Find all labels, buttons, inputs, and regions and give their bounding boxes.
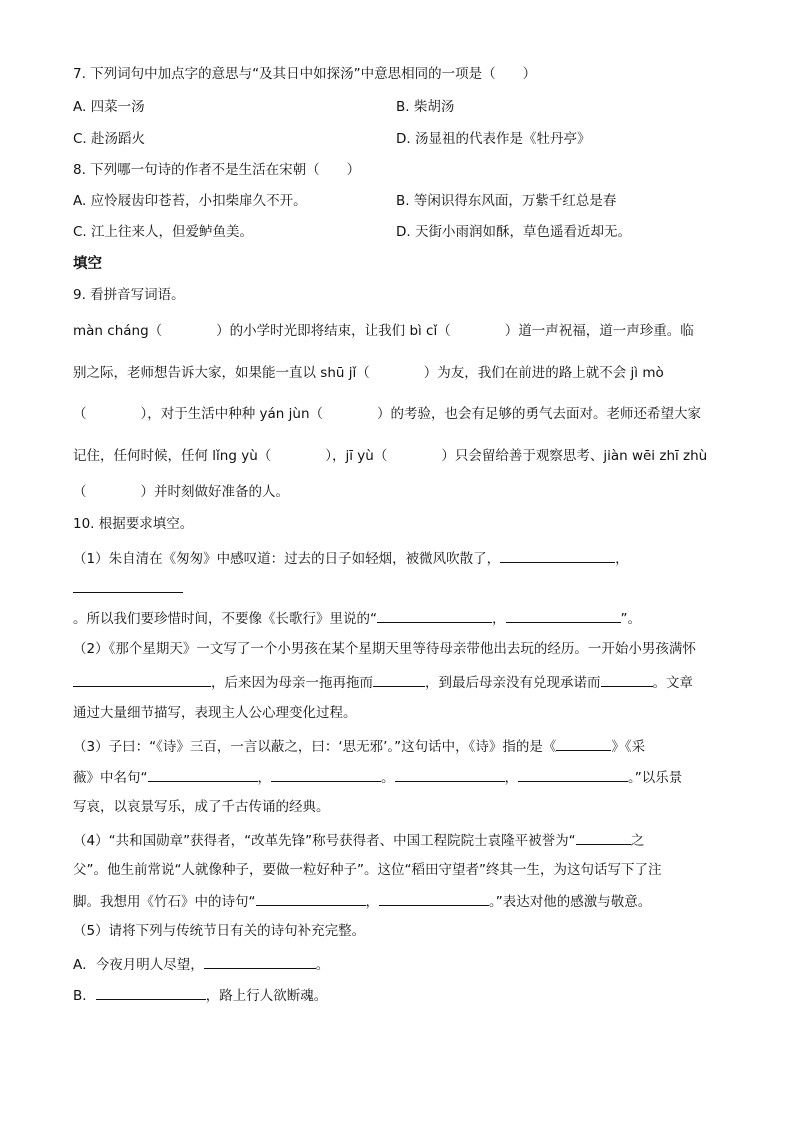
q8-option-b: B. 等闲识得东风面，万紫千红总是春 [396,193,617,209]
q8-stem: 8. 下列哪一句诗的作者不是生活在宋朝（ ） [73,162,361,178]
q7-option-b: B. 柴胡汤 [396,99,455,115]
q10-2-text-c: ，到最后母亲没有兑现承诺而 [425,675,601,691]
q10-4-comma: ， [365,894,379,910]
q10-1-line-1 [73,547,629,569]
q10-5-item-b-label: B． [73,988,96,1004]
q10-3-line-1 [73,735,645,757]
q8-option-d: D. 天街小雨润如酥，草色遥看近却无。 [396,224,631,240]
q10-3-text-b: 》《采 [611,739,646,755]
q10-stem: 10. 根据要求填空。 [73,516,194,532]
answer-blank[interactable] [518,766,628,782]
q10-1-comma-2: ， [492,611,506,627]
q9-line-5: （ ）并时刻做好准备的人。 [73,484,289,500]
q10-3-text-g: 。”以乐景 [628,770,683,786]
q10-4-text-d: 脚。我想用《竹石》中的诗句“ [73,894,256,910]
answer-blank[interactable] [506,607,621,623]
answer-blank[interactable] [73,671,211,687]
answer-blank[interactable] [373,671,425,687]
answer-blank[interactable] [256,890,366,906]
q10-2-line-1: （2）《那个星期天》一文写了一个小男孩在某个星期天里等待母亲带他出去玩的经历。一开始小男孩满怀 [73,641,696,657]
answer-blank[interactable] [379,890,489,906]
answer-blank[interactable] [576,829,631,845]
q10-4-text-f: 。”表达对他的感激与敬意。 [489,894,652,910]
q10-4-line-2: 父”。他生前常说“人就像种子，要做一粒好种子”。这位“稻田守望者”终其一生，为这句话写下了注 [73,862,662,878]
q10-4-line-3 [73,890,651,912]
answer-blank[interactable] [96,984,206,1000]
q10-1-close: ”。 [620,611,641,627]
q10-3-comma-1: ， [257,770,271,786]
answer-blank[interactable] [500,547,615,563]
section-title-fill-in: 填空 [73,256,102,272]
q10-1-comma: ， [615,551,629,567]
q7-stem: 7. 下列词句中加点字的意思与“及其日中如探汤”中意思相同的一项是（ ） [73,66,537,82]
q7-option-d: D. 汤显祖的代表作是《牡丹亭》 [396,131,591,147]
answer-blank[interactable] [601,671,653,687]
q10-1-text-2: 。所以我们要珍惜时间，不要像《长歌行》里说的“ [73,611,377,627]
q10-1-line-2 [73,577,183,599]
q10-5-item-a [73,953,329,975]
q10-4-text-a: （4）“共和国勋章”获得者，“改革先锋”称号获得者、中国工程院院士袁隆平被誉为“ [73,833,576,849]
q10-5-stem: （5）请将下列与传统节日有关的诗句补充完整。 [73,923,366,939]
q8-option-a: A. 应怜屐齿印苍苔，小扣柴扉久不开。 [73,193,307,209]
q10-2-line-3: 通过大量细节描写，表现主人公心理变化过程。 [73,705,357,721]
answer-blank[interactable] [395,766,505,782]
q9-line-4: 记住，任何时候，任何 lǐng yù（ ），jī yù（ ）只会留给善于观察思考、jiàn wēi zhī zhù [73,448,708,464]
q10-5-item-a-text: A．今夜月明人尽望， [73,957,204,973]
q10-3-text-a: （3）子曰：“《诗》三百，一言以蔽之，曰：‘思无邪’。”这句话中，《诗》指的是《 [73,739,557,755]
q9-line-3: （ ），对于生活中种种 yán jùn（ ）的考验，也会有足够的勇气去面对。老师还希望大家 [73,406,702,422]
q9-line-2: 别之际，老师想告诉大家，如果能一直以 shū jǐ（ ）为友，我们在前进的路上就不会 jì mò [73,365,664,381]
q10-5-item-b-text: ，路上行人欲断魂。 [205,988,328,1004]
answer-blank[interactable] [377,607,492,623]
q10-4-text-b: 之 [630,833,645,849]
q10-2-line-2 [73,671,693,693]
q10-2-text-b: ，后来因为母亲一拖再拖而 [211,675,373,691]
q10-1-text: （1）朱自清在《匆匆》中感叹道：过去的日子如轻烟，被微风吹散了， [73,551,501,567]
q7-option-c: C. 赴汤蹈火 [73,131,146,147]
q10-3-line-2 [73,766,682,788]
answer-blank[interactable] [204,953,316,969]
q9-stem: 9. 看拼音写词语。 [73,287,185,303]
answer-blank[interactable] [73,577,183,593]
q10-5-item-b [73,984,327,1006]
q10-3-line-3: 写哀，以哀景写乐，成了千古传诵的经典。 [73,799,330,815]
q8-option-c: C. 江上往来人，但爱鲈鱼美。 [73,224,254,240]
q10-3-period-1: 。 [381,770,395,786]
answer-blank[interactable] [148,766,258,782]
q10-2-text-d: 。文章 [652,675,693,691]
q10-5-item-a-end: 。 [315,957,330,973]
q7-option-a: A. 四菜一汤 [73,99,145,115]
q10-3-text-c: 薇》中名句“ [73,770,148,786]
q10-1-line-3 [73,607,641,629]
q10-4-line-1 [73,829,644,851]
q9-line-1: màn cháng（ ）的小学时光即将结束，让我们 bì cǐ（ ）道一声祝福，道一声珍重。临 [73,323,694,339]
answer-blank[interactable] [556,735,611,751]
q10-3-comma-2: ， [504,770,518,786]
answer-blank[interactable] [271,766,381,782]
